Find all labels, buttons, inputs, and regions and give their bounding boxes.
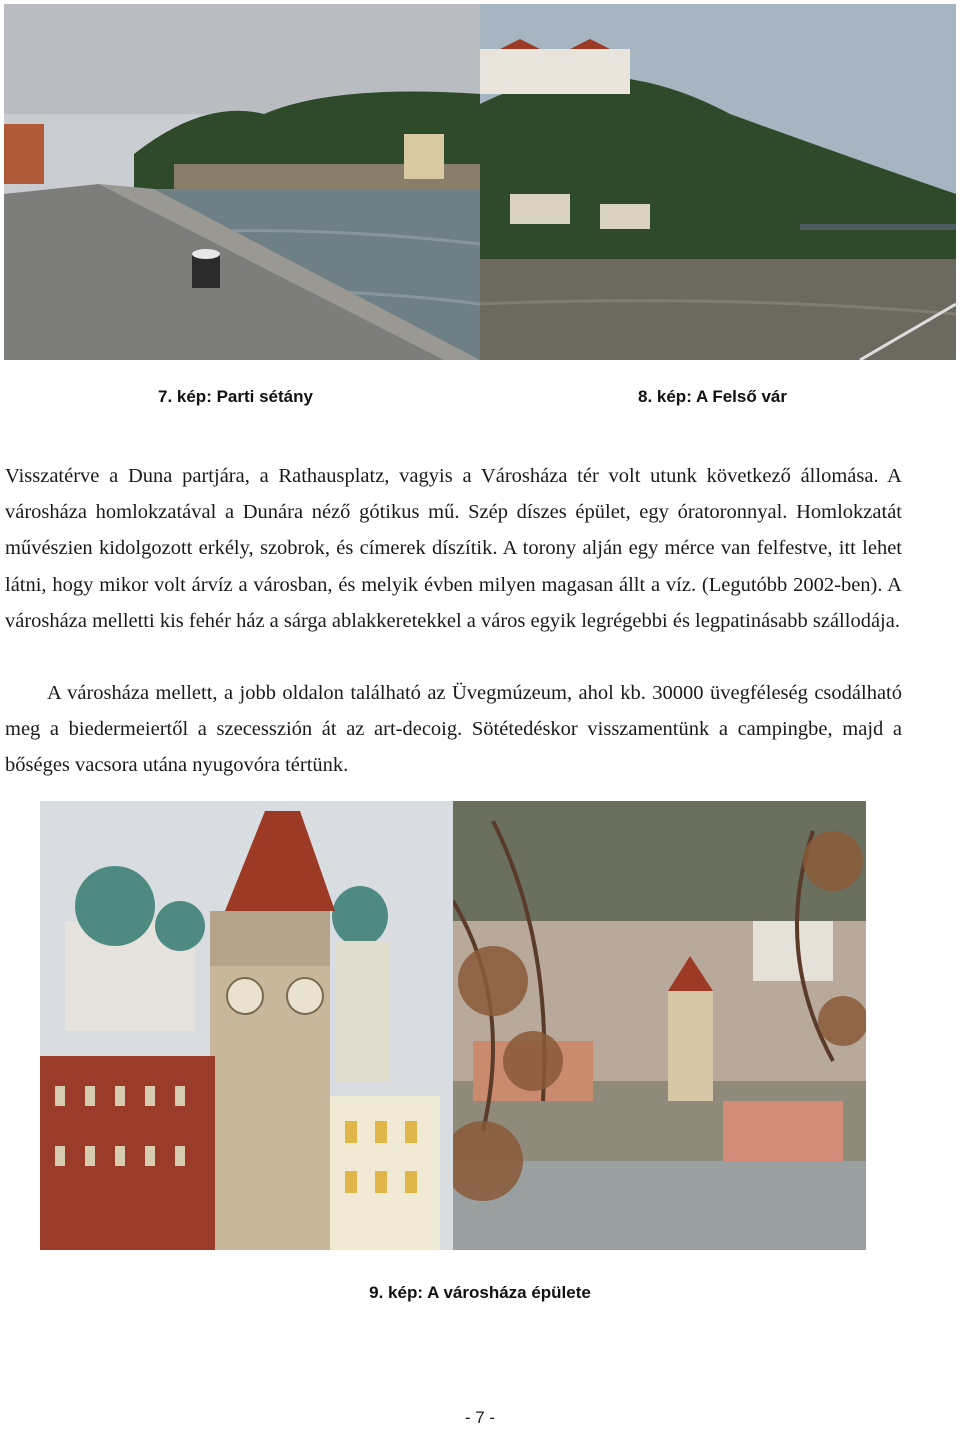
riverside-promenade-photo bbox=[4, 4, 480, 360]
paragraph-glass-museum: A városháza mellett, a jobb oldalon található az Üvegmúzeum, ahol kb. 30000 üvegféleség csodálható meg a biedermeiertől a szecesszión át az art-decoig. Sötétedéskor visszamentünk a campingbe, majd a bőséges vacsora utána nyugovóra tértünk. bbox=[5, 682, 902, 777]
paragraph-town-hall: Visszatérve a Duna partjára, a Rathausplatz, vagyis a Városháza tér volt utunk következő állomása. A városháza homlokzatával a Dunára néző gótikus mű. Szép díszes épület, egy óratoronnyal. Homlokzatát művészien kidolgozott erkély, szobrok, és címerek díszítik. A torony alján egy mérce van felfestve, itt lehet látni, hogy mikor volt árvíz a városban, és melyik évben milyen magasan állt a víz. (Legutóbb 2002-ben). A városháza melletti kis fehér ház a sárga ablakkeretekkel a város egyik legrégebbi és legpatinásabb szállodája. bbox=[5, 465, 902, 632]
town-hall-aerial-photo bbox=[453, 801, 866, 1250]
photo-8-caption: 8. kép: A Felső vár bbox=[638, 387, 787, 406]
town-hall-tower-photo bbox=[40, 801, 453, 1250]
upper-castle-photo bbox=[480, 4, 956, 360]
page-number: - 7 - bbox=[464, 1408, 496, 1427]
photo-9-caption: 9. kép: A városháza épülete bbox=[369, 1283, 591, 1302]
photo-7-caption: 7. kép: Parti sétány bbox=[158, 387, 313, 406]
